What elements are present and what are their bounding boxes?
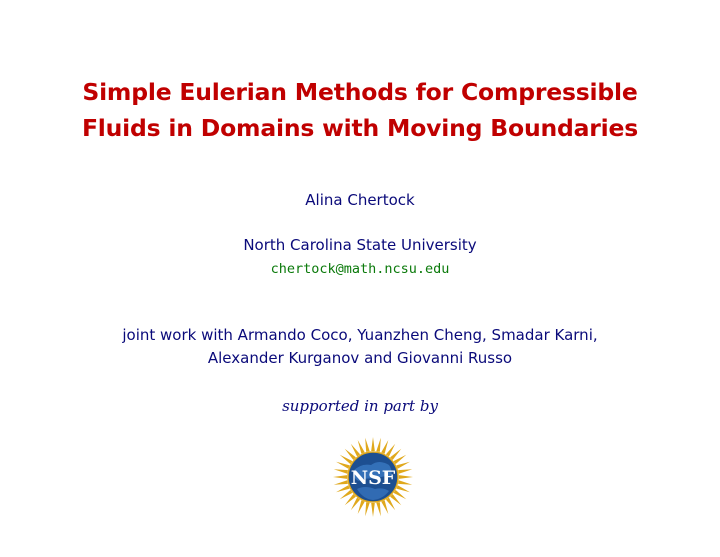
slide-title [0,74,720,146]
logo-ray [334,469,348,474]
title-line-1: Simple Eulerian Methods for Compressible [82,78,638,106]
affiliation: North Carolina State University [243,236,477,254]
logo-ray [336,462,350,469]
logo-ray [365,502,370,516]
logo-ray [398,469,412,474]
logo-ray [358,440,365,454]
logo-ray [381,500,388,514]
title-line-2: Fluids in Domains with Moving Boundaries [81,114,639,142]
logo-ray [365,438,370,452]
email-link[interactable]: chertock@math.ncsu.edu [270,261,450,277]
logo-ray [334,480,348,485]
logo-ray [398,480,412,485]
logo-ray [336,485,350,492]
logo-ray [399,475,413,479]
logo-ray [358,500,365,514]
logo-ray [381,440,388,454]
logo-ray [376,502,381,516]
author-name: Alina Chertock [305,191,415,209]
logo-ray [396,485,410,492]
logo-ray [371,437,375,451]
joint-work-line-1: joint work with Armando Coco, Yuanzhen Cheng, Smadar Karni, [122,326,598,344]
logo-ray [333,475,347,479]
joint-work-line-2: Alexander Kurganov and Giovanni Russo [207,349,513,367]
nsf-logo-icon [331,435,415,519]
logo-text: NSF [350,467,396,489]
logo-ray [396,462,410,469]
supported-text: supported in part by [282,397,438,415]
logo-ray [371,503,375,517]
logo-ray [376,438,381,452]
